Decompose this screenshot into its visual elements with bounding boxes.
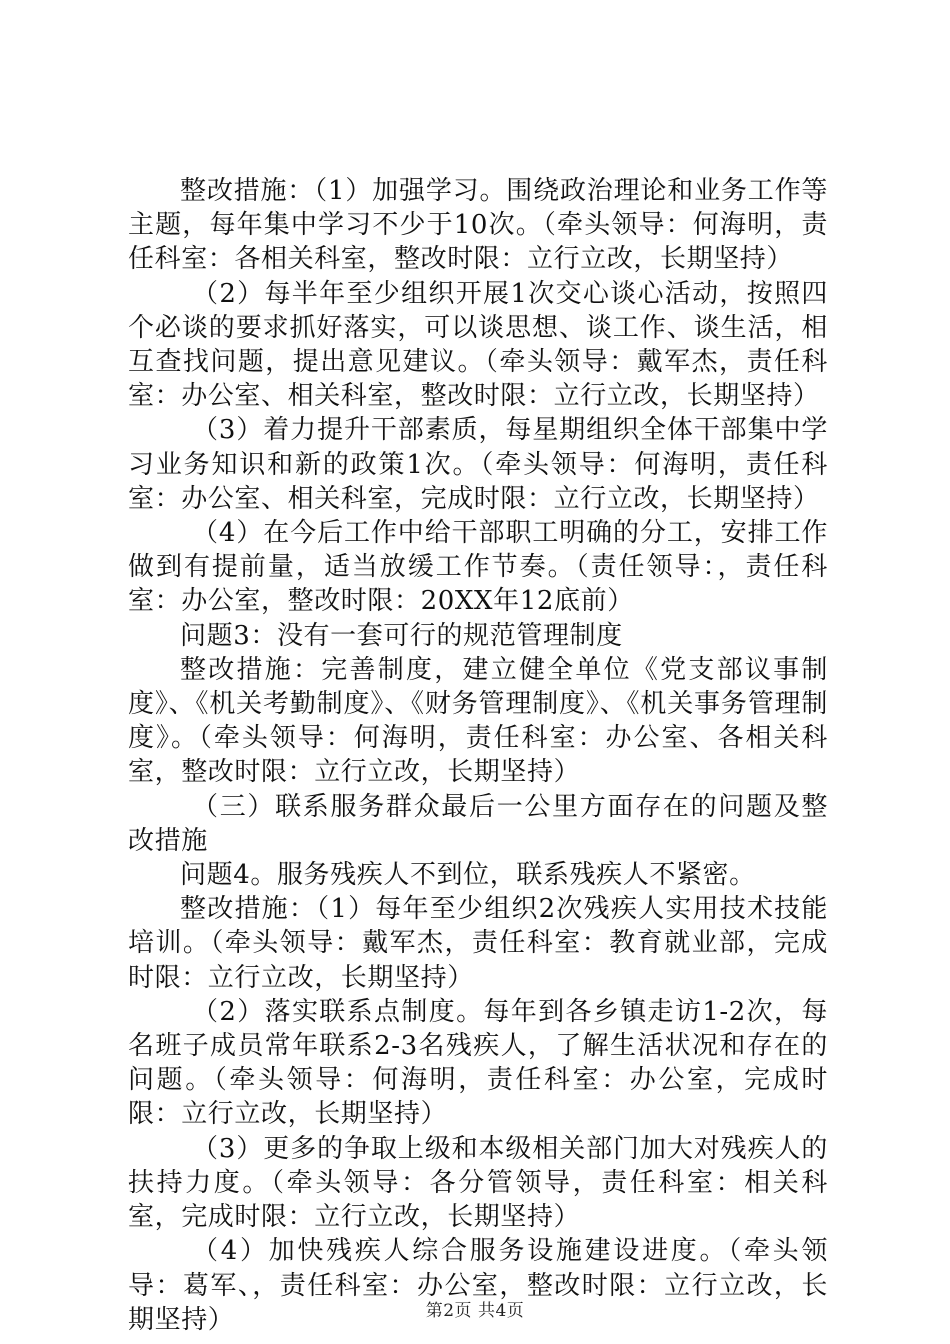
section-3-heading: （三）联系服务群众最后一公里方面存在的问题及整改措施 xyxy=(128,791,828,856)
paragraph-measures-1: 整改措施：（1）加强学习。围绕政治理论和业务工作等主题，每年集中学习不少于10次。（牵头领导：何海明，责任科室：各相关科室，整改时限：立行立改，长期坚持） xyxy=(128,176,828,275)
page-number: 第2页 共4页 xyxy=(425,1301,525,1321)
paragraph-measure-3: （3）着力提升干部素质，每星期组织全体干部集中学习业务知识和新的政策1次。（牵头领导：何海明，责任科室：办公室、相关科室，完成时限：立行立改，长期坚持） xyxy=(128,415,828,514)
document-body xyxy=(128,174,828,1337)
issue-4-heading: 问题4。服务残疾人不到位，联系残疾人不紧密。 xyxy=(180,860,756,891)
paragraph-issue-4-measure-3: （3）更多的争取上级和本级相关部门加大对残疾人的扶持力度。（牵头领导：各分管领导，责任科室：相关科室，完成时限：立行立改，长期坚持） xyxy=(128,1133,828,1233)
paragraph-issue-4-measure-1: 整改措施：（1）每年至少组织2次残疾人实用技术技能培训。（牵头领导：戴军杰，责任科室：教育就业部，完成时限：立行立改，长期坚持） xyxy=(128,894,828,993)
paragraph-issue-3-measures: 整改措施：完善制度，建立健全单位《党支部议事制度》、《机关考勤制度》、《财务管理制度》、《机关事务管理制度》。（牵头领导：何海明，责任科室：办公室、各相关科室，整改时限：立行立改，长期坚持） xyxy=(128,654,828,788)
paragraph-issue-4-measure-2: （2）落实联系点制度。每年到各乡镇走访1-2次，每名班子成员常年联系2-3名残疾人，了解生活状况和存在的问题。（牵头领导：何海明，责任科室：办公室，完成时限：立行立改，长期坚持） xyxy=(128,996,828,1130)
paragraph-measure-2: （2）每半年至少组织开展1次交心谈心活动，按照四个必谈的要求抓好落实，可以谈思想、谈工作、谈生活，相互查找问题，提出意见建议。（牵头领导：戴军杰，责任科室：办公室、相关科室，整改时限：立行立改，长期坚持） xyxy=(128,278,828,412)
issue-3-heading: 问题3：没有一套可行的规范管理制度 xyxy=(180,620,623,651)
paragraph-issue-4-measure-4: （4）加快残疾人综合服务设施建设进度。（牵头领导：葛军、，责任科室：办公室，整改时限：立行立改，长期坚持） xyxy=(128,1236,828,1335)
page-footer xyxy=(0,1296,950,1321)
paragraph-measure-4: （4）在今后工作中给干部职工明确的分工，安排工作做到有提前量，适当放缓工作节奏。（责任领导：，责任科室：办公室，整改时限：20XX年12底前） xyxy=(128,518,828,617)
